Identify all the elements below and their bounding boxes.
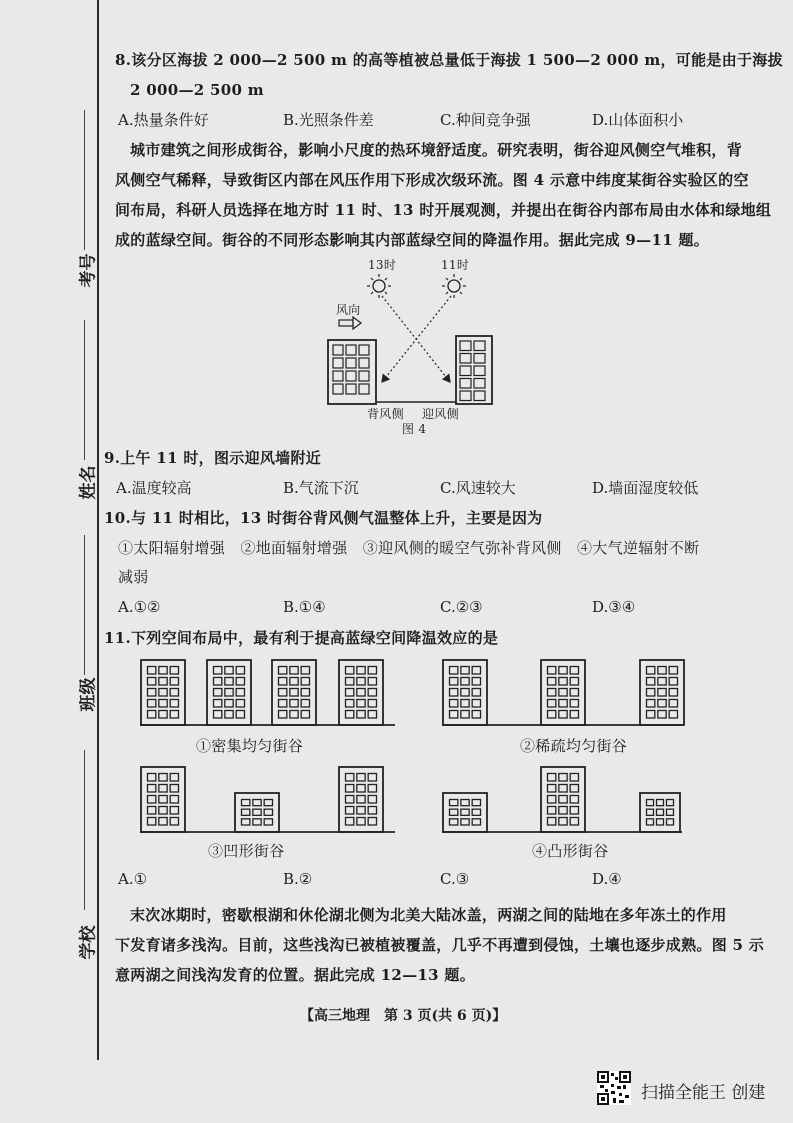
fig4-wind-label: 风向 — [336, 303, 361, 317]
q11-option-a: A.① — [118, 870, 148, 888]
fig4-leeward-label: 背风侧 — [367, 407, 404, 421]
fig4-right-window — [460, 354, 471, 364]
fig4-right-window — [460, 341, 471, 351]
q11-p2-building-1 — [443, 660, 487, 725]
exam-no-label: 考号 — [78, 253, 99, 288]
q8-option-b: B.光照条件差 — [283, 111, 374, 129]
scanner-watermark: 扫描全能王 创建 — [641, 1083, 766, 1103]
passage2-line3: 意两湖之间浅沟发育的位置。据此完成 12—13 题。 — [115, 966, 475, 984]
q11-caption-2: ②稀疏均匀街谷 — [520, 737, 628, 755]
q11-p4-building-1 — [443, 793, 487, 832]
passage1-line2: 风侧空气稀释，导致街区内部在风压作用下形成次级环流。图 4 示意中纬度某街谷实验区的空 — [115, 171, 749, 189]
q11-p1-building-4 — [339, 660, 383, 725]
passage2-line1: 末次冰期时，密歇根湖和休伦湖北侧为北美大陆冰盖，两湖之间的陆地在多年冻土的作用 — [130, 906, 727, 924]
q11-caption-1: ①密集均匀街谷 — [196, 737, 304, 755]
passage1-line3: 间布局，科研人员选择在地方时 11 时、13 时开展观测，并提出在街谷内部布局由水体和绿地组 — [115, 201, 772, 219]
q9-option-a: A.温度较高 — [116, 479, 192, 497]
q11-caption-4: ④凸形街谷 — [532, 842, 609, 860]
sun-ray-11 — [382, 296, 451, 382]
fig4-left-window — [359, 358, 369, 368]
q10-option-a: A.①② — [118, 598, 161, 616]
q11-caption-3: ③凹形街谷 — [208, 842, 285, 860]
fig4-left-window — [333, 384, 343, 394]
q11-p1-building-2 — [207, 660, 251, 725]
fig4-right-window — [460, 379, 471, 389]
q9-option-b: B.气流下沉 — [283, 479, 359, 497]
fig4-sun-label-13: 13时 — [368, 258, 397, 272]
fig4-left-window — [333, 345, 343, 355]
passage1-line1: 城市建筑之间形成街谷，影响小尺度的热环境舒适度。研究表明，街谷迎风侧空气堆积，背 — [130, 141, 743, 159]
fig4-left-window — [346, 358, 356, 368]
fig4-sun-label-11: 11时 — [441, 258, 470, 272]
q11-p1-building-3 — [272, 660, 316, 725]
q11-p3-building-2 — [235, 793, 279, 832]
fig4-left-window — [346, 371, 356, 381]
fig4-right-window — [474, 366, 485, 376]
qr-code-icon — [597, 1071, 631, 1105]
q8-stem-line1: 8.该分区海拔 2 000—2 500 m 的高等植被总量低于海拔 1 500—2 000 m，可能是由于海拔 — [115, 51, 783, 69]
fig4-left-window — [346, 384, 356, 394]
class-label: 班级 — [78, 677, 99, 712]
q8-option-d: D.山体面积小 — [592, 111, 684, 129]
page-footer: 【高三地理 第 3 页(共 6 页)】 — [300, 1008, 507, 1024]
q10-option-c: C.②③ — [440, 598, 483, 616]
q11-p4-building-2 — [541, 767, 585, 832]
q9-stem: 9.上午 11 时，图示迎风墙附近 — [104, 449, 322, 467]
q11-option-c: C.③ — [440, 870, 470, 888]
q10-stem: 10.与 11 时相比，13 时街谷背风侧气温整体上升，主要是因为 — [104, 509, 543, 527]
q11-option-d: D.④ — [592, 870, 622, 888]
q10-option-d: D.③④ — [592, 598, 636, 616]
sun-icon-left — [367, 274, 391, 298]
fig4-left-window — [333, 371, 343, 381]
fig4-caption: 图 4 — [402, 422, 427, 436]
q10-statement-line2: 减弱 — [118, 568, 149, 586]
q10-statement-line1: ①太阳辐射增强 ②地面辐射增强 ③迎风侧的暖空气弥补背风侧 ④大气逆辐射不断 — [118, 539, 700, 557]
q11-p2-building-3 — [640, 660, 684, 725]
school-label: 学校 — [78, 925, 99, 960]
fig4-right-window — [460, 366, 471, 376]
fig4-right-window — [460, 391, 471, 401]
q11-stem: 11.下列空间布局中，最有利于提高蓝绿空间降温效应的是 — [104, 629, 499, 647]
fig4-left-window — [333, 358, 343, 368]
q9-option-d: D.墙面湿度较低 — [592, 479, 699, 497]
q11-p1-building-1 — [141, 660, 185, 725]
q8-option-c: C.种间竞争强 — [440, 111, 531, 129]
fig4-right-window — [474, 379, 485, 389]
q11-p3-building-3 — [339, 767, 383, 832]
fig4-left-window — [359, 384, 369, 394]
q11-option-b: B.② — [283, 870, 313, 888]
q11-p2-building-2 — [541, 660, 585, 725]
q9-option-c: C.风速较大 — [440, 479, 516, 497]
q8-option-a: A.热量条件好 — [118, 111, 209, 129]
fig4-left-window — [346, 345, 356, 355]
q10-option-b: B.①④ — [283, 598, 326, 616]
fig4-left-window — [359, 345, 369, 355]
passage2-line2: 下发育诸多浅沟。目前，这些浅沟已被植被覆盖，几乎不再遭到侵蚀，土壤也逐步成熟。图 5 示 — [115, 936, 765, 954]
q8-stem-line2: 2 000—2 500 m — [130, 81, 264, 99]
name-label: 姓名 — [78, 465, 99, 500]
fig4-windows — [333, 341, 485, 401]
fig4-right-window — [474, 341, 485, 351]
q11-p3-building-1 — [141, 767, 185, 832]
q11-p4-building-3 — [640, 793, 680, 832]
fig4-windward-label: 迎风侧 — [422, 407, 459, 421]
fig4-left-window — [359, 371, 369, 381]
fig4-right-window — [474, 354, 485, 364]
sun-icon-right — [442, 274, 466, 298]
fig4-right-window — [474, 391, 485, 401]
passage1-line4: 成的蓝绿空间。街谷的不同形态影响其内部蓝绿空间的降温作用。据此完成 9—11 题。 — [115, 231, 710, 249]
